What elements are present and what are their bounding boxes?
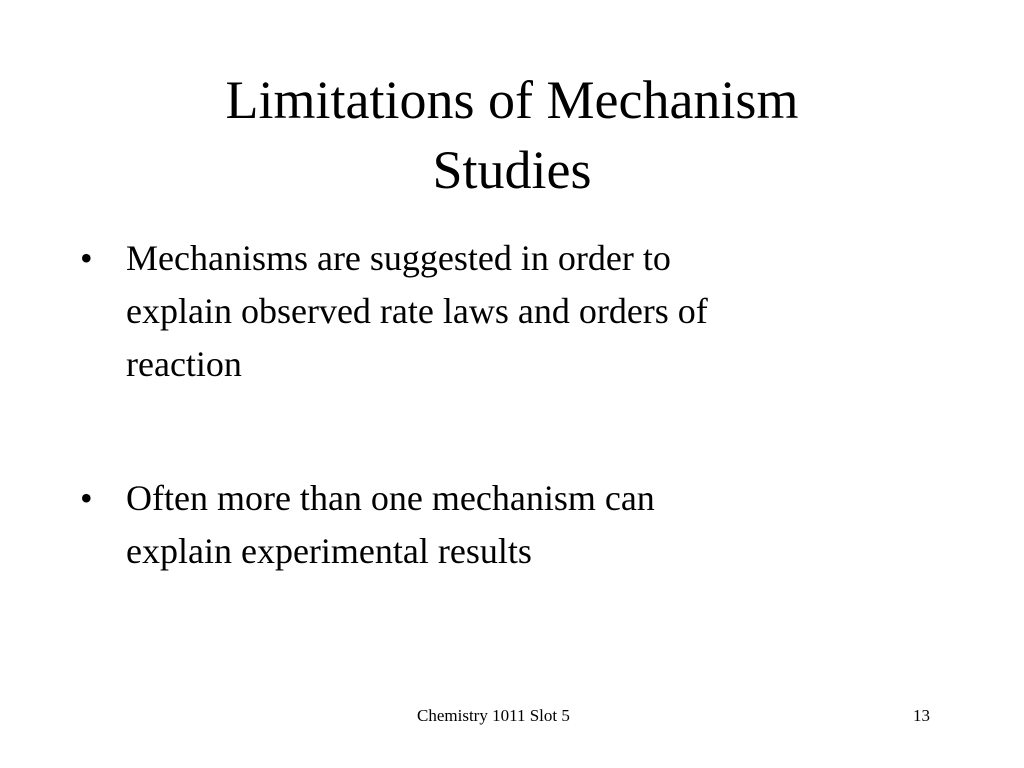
slide-title-line-2: Studies bbox=[432, 140, 592, 200]
bullet-marker: • bbox=[80, 238, 93, 278]
bullet-1-line-2: explain observed rate laws and orders of bbox=[126, 291, 708, 331]
bullet-marker: • bbox=[80, 478, 93, 518]
bullet-2-line-2: explain experimental results bbox=[126, 531, 532, 571]
footer-course-label: Chemistry 1011 Slot 5 bbox=[417, 706, 570, 725]
bullet-1-line-3: reaction bbox=[126, 344, 242, 384]
slide-title-line-1: Limitations of Mechanism bbox=[225, 70, 799, 130]
bullet-text-2 bbox=[126, 472, 886, 578]
footer-page-number: 13 bbox=[913, 706, 930, 725]
bullet-text-1 bbox=[126, 232, 886, 391]
bullet-2-line-1: Often more than one mechanism can bbox=[126, 478, 655, 518]
bullet-1-line-1: Mechanisms are suggested in order to bbox=[126, 238, 671, 278]
